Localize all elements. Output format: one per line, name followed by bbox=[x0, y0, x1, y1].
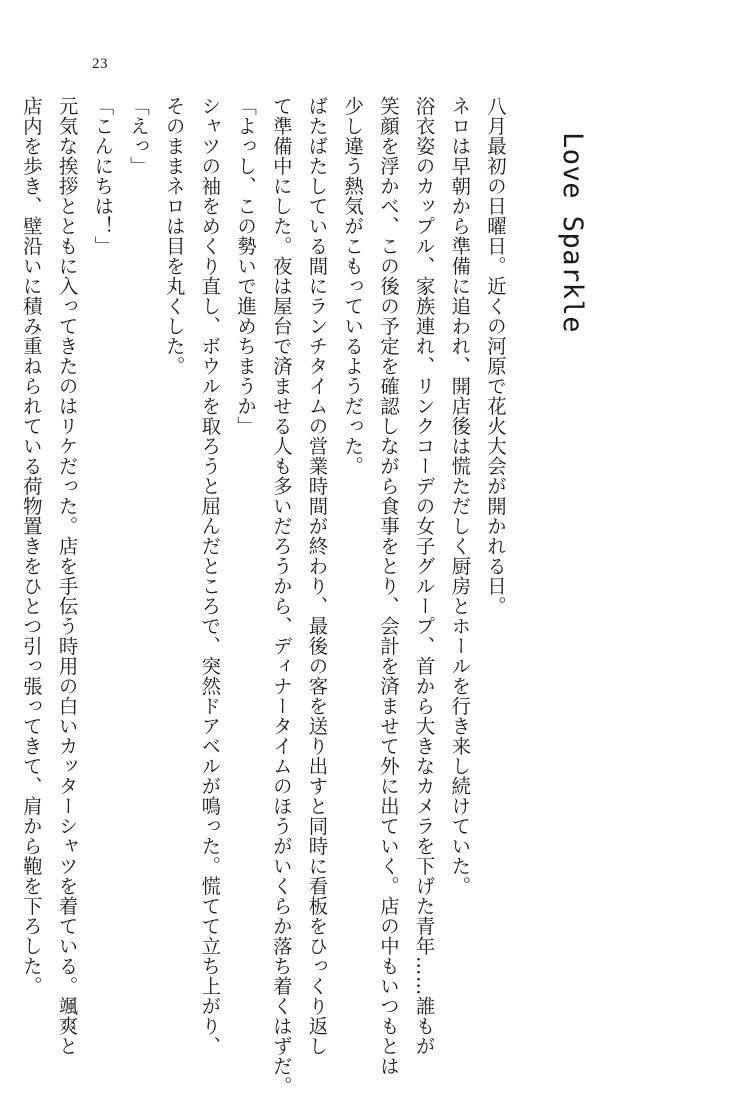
text-line: ばたばたしている間にランチタイムの営業時間が終わり、最後の客を送り出すと同時に看板をひっくり返し bbox=[305, 96, 329, 1056]
text-line: そのままネロは目を丸くした。 bbox=[162, 96, 186, 376]
text-line: 「よっし、この勢いで進めちまうか」 bbox=[234, 96, 258, 436]
text-line: 笑顔を浮かべ、この後の予定を確認しながら食事をとり、会計を済ませて外に出ていく。店の中もいつもとは bbox=[376, 96, 400, 1076]
text-line: 「えっ」 bbox=[126, 96, 150, 176]
body-text bbox=[13, 96, 513, 1096]
text-line: 少し違う熱気がこもっているようだった。 bbox=[341, 96, 365, 476]
text-line: 浴衣姿のカップル、家族連れ、リンクコーデの女子グループ、首から大きなカメラを下げた青年……誰もが bbox=[412, 96, 436, 1056]
text-line: 元気な挨拶とともに入ってきたのはリケだった。店を手伝う時用の白いカッターシャツを着ている。颯爽と bbox=[55, 96, 79, 1056]
text-line: 八月最初の日曜日。近くの河原で花火大会が開かれる日。 bbox=[484, 96, 507, 616]
page-number: 23 bbox=[92, 56, 108, 72]
chapter-title: Love Sparkle bbox=[557, 132, 588, 334]
text-line: 「こんにちは！」 bbox=[91, 96, 115, 256]
text-line: 店内を歩き、壁沿いに積み重ねられている荷物置きをひとつ引っ張ってきて、肩から鞄を下ろした。 bbox=[19, 96, 43, 996]
text-line: て準備中にした。夜は屋台で済ませる人も多いだろうから、ディナータイムのほうがいくらか落ち着くはずだ。 bbox=[269, 96, 293, 1096]
text-line: ネロは早朝から準備に追われ、開店後は慌ただしく厨房とホールを行き来し続けていた。 bbox=[448, 96, 472, 896]
text-line: シャツの袖をめくり直し、ボウルを取ろうと屈んだところで、突然ドアベルが鳴った。慌てて立ち上がり、 bbox=[198, 96, 222, 1056]
